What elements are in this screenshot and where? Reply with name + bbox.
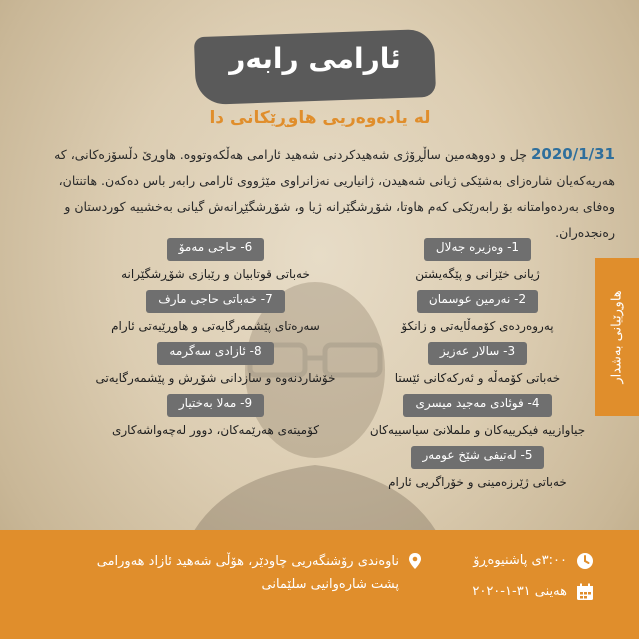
speaker-item <box>401 290 553 339</box>
speaker-item <box>388 446 567 495</box>
event-location-line1: ناوەندی رۆشنگەریی چاودێر، هۆڵی شەهید ئازاد هەورامی <box>96 554 399 569</box>
speakers-left-column <box>95 238 336 446</box>
event-time: ٣:٠٠ی پاشنیوەڕۆ <box>473 553 567 568</box>
speaker-name-pill: 1- وەزیرە جەلال <box>424 238 531 261</box>
speaker-name-pill: 4- فوئادی مەجید میسری <box>403 394 551 417</box>
event-date: هەینی ٣١-١-٢٠٢٠ <box>472 584 567 599</box>
speaker-name-pill: 8- ئازادی سەگرمە <box>157 342 273 365</box>
speaker-topic: کۆمیتەی هەرێمەکان، دوور لەچەواشەکاری <box>111 423 320 437</box>
intro-date: 2020/1/31 <box>530 145 615 163</box>
speakers-right-column <box>365 238 590 498</box>
speaker-item <box>395 342 560 391</box>
intro-text: چل و دووهەمین ساڵڕۆژی شەهیدکردنی شەهید ئارامی هەڵکەوتووە. هاوڕێ دڵسۆزەکانی، کە هەریەکەیان شارەزای بەشێکی ژیانی شەهیدن، ژانیاریی نەزانراوی مێژووی ئارامی رابەر باس دەکەن. هاتنتان، وەفای بەردەوامتانە بۆ رابەرێکی کەم هاوتا، شۆڕشگێرانە ژیا و، شۆڕشگێڕانەش گیانی بەخشییە کوردستان و رەنجدەران. <box>54 147 615 240</box>
speaker-topic: خەباتی کۆمەڵە و ئەرکەکانی ئێستا <box>394 371 561 385</box>
clock-icon <box>576 552 594 570</box>
calendar-icon <box>576 583 594 601</box>
location-pin-icon <box>406 552 424 570</box>
speaker-topic: جیاوازییە فیکرییەکان و ململانێ سیاسییەکان <box>369 423 586 437</box>
speaker-name-pill: 6- حاجی مەمۆ <box>167 238 265 261</box>
speaker-topic: ژیانی خێزانی و پێگەیشتن <box>415 267 540 281</box>
speaker-name-pill: 7- خەباتی حاجی مارف <box>146 290 284 313</box>
speaker-name-pill: 9- مەلا بەختیار <box>167 394 264 417</box>
speaker-item <box>415 238 540 287</box>
speaker-topic: سەرەتای پێشمەرگایەتی و هاوڕێیەتی ئارام <box>111 319 320 333</box>
speaker-item <box>112 394 319 443</box>
speaker-item <box>370 394 585 443</box>
intro-paragraph <box>25 141 615 246</box>
speaker-name-pill: 2- نەرمین عوسمان <box>417 290 538 313</box>
speaker-topic: خەباتی قوتابیان و رێبازی شۆڕشگێرانە <box>121 267 310 281</box>
speaker-item <box>95 342 335 391</box>
speaker-item <box>111 290 320 339</box>
speaker-topic: پەروەردەی کۆمەڵایەتی و زانکۆ <box>401 319 554 333</box>
page-title: ئارامی رابەر <box>229 42 401 75</box>
footer-bar <box>0 530 639 639</box>
speaker-name-pill: 5- لەتیفی شێخ عومەر <box>411 446 545 469</box>
page-subtitle: لە یادەوەریی هاوڕێکانی دا <box>209 108 431 128</box>
speaker-topic: خۆشاردنەوە و سازدانی شۆڕش و پێشمەرگایەتی <box>95 371 336 385</box>
speaker-topic: خەباتی ژێرزەمینی و خۆراگریی ئارام <box>388 475 567 489</box>
side-tab <box>595 258 639 416</box>
event-location-line2: پشت شارەوانیی سلێمانی <box>261 577 399 592</box>
side-tab-label: هاوڕێیانی بەشدار <box>609 290 625 384</box>
speaker-name-pill: 3- سالار عەزیز <box>428 342 527 365</box>
speaker-item <box>121 238 310 287</box>
